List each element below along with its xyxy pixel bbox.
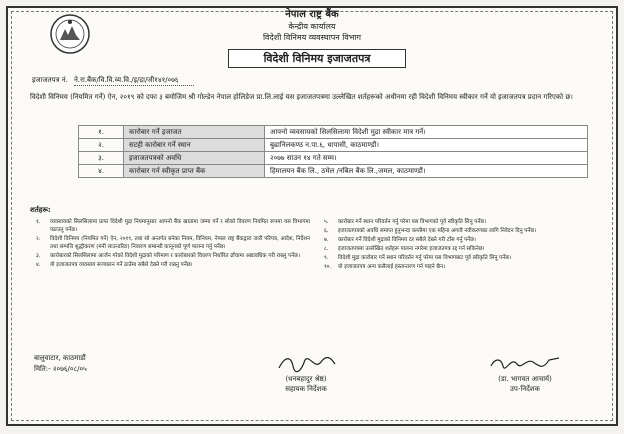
- details-row-number: १.: [79, 126, 124, 139]
- condition-number: ८.: [324, 246, 329, 252]
- condition-text: व्यवसायको सिलसिलामा प्राप्त विदेशी मुद्रा नियमानुसार आफ्नो बैंक खातामा जम्मा गर्ने र सोको विवरण नियमित रूपमा यस विभागमा पठाउनु पर्नेछ।: [50, 219, 310, 233]
- details-row-number: ३.: [79, 152, 124, 165]
- condition-text: यो इजाजतपत्र व्यवसाय सञ्चालन गर्ने ठाउँमा सबैले देख्ने गरी राख्नु पर्नेछ।: [50, 262, 193, 268]
- details-row-label: सटही कारोबार गर्ने स्थान: [124, 139, 265, 152]
- permit-number-label: इजाजतपत्र नं.: [32, 76, 68, 84]
- condition-item: [324, 254, 600, 262]
- details-row: [79, 126, 588, 139]
- office-name: केन्द्रीय कार्यालय: [288, 22, 336, 31]
- condition-item: [36, 261, 310, 269]
- signatory-left-designation: सहायक निर्देशक: [285, 385, 327, 393]
- condition-text: इजाजतपत्रमा उल्लेखित शर्तहरू पालना नगरेमा इजाजतपत्र रद्द गर्न सकिनेछ।: [338, 246, 485, 252]
- condition-text: विदेशी मुद्रा कारोबार गर्ने स्थान परिवर्तन गर्नु परेमा यस विभागबाट पूर्व स्वीकृति लिनु पर्नेछ।: [338, 255, 512, 261]
- condition-text: यो इजाजतपत्र अन्य कसैलाई हस्तान्तरण गर्न पाइने छैन।: [338, 264, 446, 270]
- details-row-label: कारोबार गर्न स्वीकृत प्राप्त बैंक: [124, 165, 265, 178]
- details-row-label: इजाजतपत्रको अवधि: [124, 152, 265, 165]
- details-row-label: कारोबार गर्ने इजाजत: [124, 126, 265, 139]
- intro-paragraph: विदेशी विनिमय (नियमित गर्ने) ऐन, २०१९ को दफा ३ बमोजिम श्री गोल्डेन नेपाल होलिडेज प्रा.लि.लाई यस इजाजतपत्रमा उल्लेखित शर्तहरूको अधीनमा रही विदेशी विनिमय स्वीकार गर्ने यो इजाजतपत्र प्रदान गरिएको छ।: [30, 93, 573, 101]
- conditions-left-column: [36, 218, 310, 270]
- condition-item: [324, 236, 600, 244]
- condition-number: १०.: [324, 264, 332, 270]
- permit-details-table: [78, 125, 588, 178]
- condition-number: १.: [36, 219, 41, 225]
- place-date-block: [34, 353, 87, 375]
- signatory-right-name: (डा. भागवत आचार्य): [498, 375, 552, 383]
- details-row: [79, 152, 588, 165]
- condition-number: ७.: [324, 237, 329, 243]
- signatory-left-name: (धनबहादुर श्रेष्ठ): [285, 375, 327, 383]
- department-name: विदेशी विनिमय व्यवस्थापन विभाग: [262, 33, 362, 42]
- details-row-value: आफ्नो व्यवसायको सिलसिलामा विदेशी मुद्रा स्वीकार मात्र गर्ने।: [265, 126, 588, 139]
- letterhead: [0, 8, 624, 43]
- details-row-value: २०७७ साउन १४ गते सम्म।: [265, 152, 588, 165]
- condition-item: [324, 227, 600, 235]
- condition-number: ९.: [324, 255, 329, 261]
- condition-text: इजाजतपत्रको अवधि समाप्त हुनुभन्दा कम्तीमा एक महिना अगावै नवीकरणका लागि निवेदन दिनु पर्नेछ।: [338, 228, 537, 234]
- condition-number: ३.: [36, 253, 41, 259]
- condition-item: [36, 235, 310, 251]
- permit-number-row: [32, 76, 194, 86]
- condition-item: [36, 252, 310, 260]
- details-row-number: २.: [79, 139, 124, 152]
- condition-text: कारोबार गर्ने स्थान परिवर्तन गर्नु परेमा यस विभागको पूर्व स्वीकृति लिनु पर्नेछ।: [338, 219, 487, 225]
- condition-number: ५.: [324, 219, 329, 225]
- signature-right-icon: [485, 352, 565, 374]
- condition-number: ६.: [324, 228, 329, 234]
- bank-name: नेपाल राष्ट्र बैंक: [285, 9, 339, 20]
- details-row-value: बुढानिलकण्ठ न.पा.६, धापासी, काठमाण्डौं।: [265, 139, 588, 152]
- condition-text: कारोबारको सिलसिलामा आर्जन गरेको विदेशी मुद्राको परिमाण र कारोबारको विवरण निर्धारित ढाँचामा अद्यावधिक गरी राख्नु पर्नेछ।: [50, 253, 301, 259]
- signatory-right-designation: उप-निर्देशक: [510, 385, 540, 393]
- issue-date: २०७६/०८/०५: [52, 365, 87, 373]
- issue-date-row: [34, 364, 87, 375]
- signature-block-left: [256, 352, 356, 394]
- condition-item: [324, 218, 600, 226]
- details-row-value: हिमालयन बैंक लि., ठमेल /नबिल बैंक लि.,जमल, काठमाण्डौं।: [265, 165, 588, 178]
- document-title: विदेशी विनिमय इजाजतपत्र: [228, 49, 406, 68]
- details-row: [79, 165, 588, 178]
- permit-number: ने.रा.बैंक/वि.वि.व्य.वि./इ/द्रा/जी१४१/०७६: [74, 76, 194, 86]
- issue-place: बालुवाटार, काठमाडौं: [34, 354, 86, 362]
- condition-item: [36, 218, 310, 234]
- conditions-right-column: [324, 218, 600, 272]
- condition-number: २.: [36, 236, 41, 242]
- condition-item: [324, 263, 600, 271]
- details-row-number: ४.: [79, 165, 124, 178]
- signature-block-right: [470, 352, 580, 394]
- condition-text: कारोबार गर्ने विदेशी मुद्राको विनिमय दर सबैले देख्ने गरी टाँस गर्नु पर्नेछ।: [338, 237, 476, 243]
- signature-left-icon: [271, 352, 341, 374]
- condition-item: [324, 245, 600, 253]
- conditions-heading: शर्तहरू:: [30, 206, 51, 214]
- details-row: [79, 139, 588, 152]
- condition-text: विदेशी विनिमय (नियमित गर्ने) ऐन, २०१९, तथा सो अन्तर्गत बनेका नियम, विनियम, नेपाल राष्ट्र बैंकद्वारा जारी परिपत्र, आदेश, निर्देशन तथा सम्पत्ति शुद्धीकरण (मनी लाउन्डरिङ) निवारण सम्बन्धी कानूनको पूर्ण पालना गर्नु पर्नेछ।: [50, 236, 310, 250]
- issue-date-label: मिति:-: [34, 365, 51, 373]
- condition-number: ४.: [36, 262, 41, 268]
